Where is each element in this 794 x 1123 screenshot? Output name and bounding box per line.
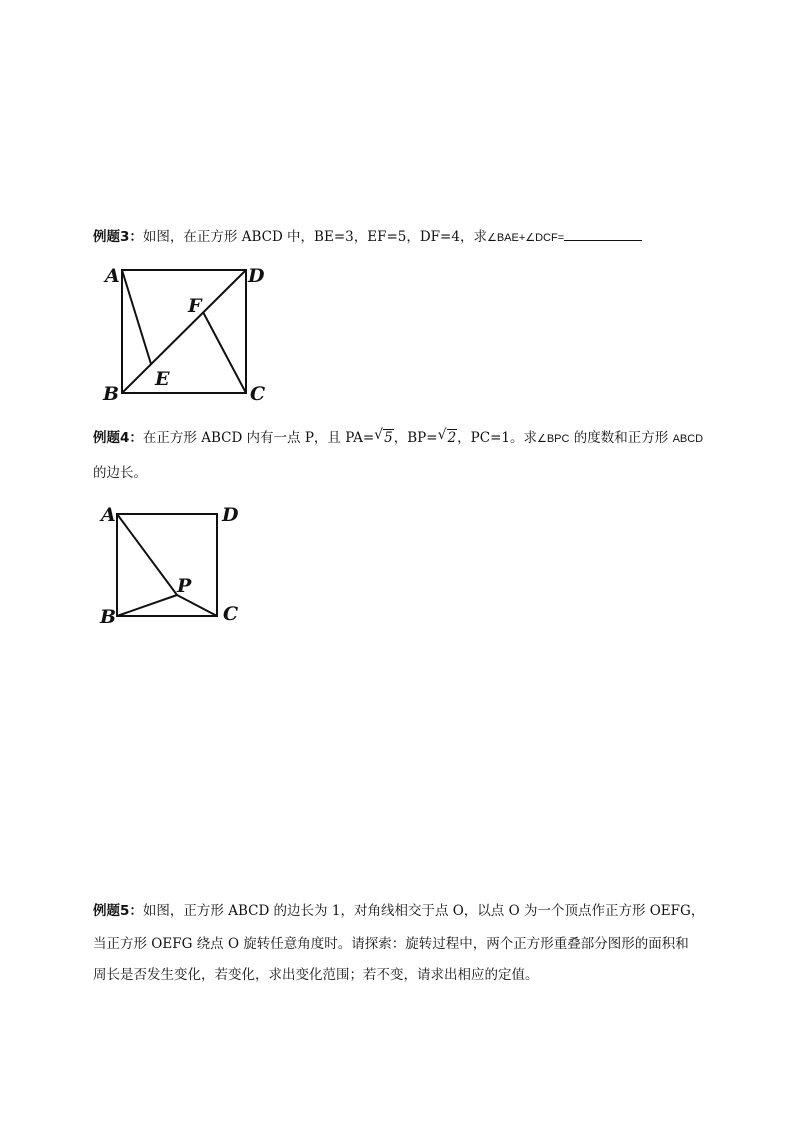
example-5-text-3: 周长是否发生变化，若变化，求出变化范围；若不变，请求出相应的定值。	[93, 967, 539, 983]
segment-ae	[122, 270, 151, 364]
figure-example-3	[100, 262, 280, 407]
segment-cf	[203, 312, 246, 393]
figure-example-4	[97, 503, 247, 633]
label-a: A	[105, 265, 120, 287]
label-d: D	[248, 265, 265, 287]
example-5-line-2	[93, 934, 689, 954]
example-3-question	[93, 226, 642, 248]
label-b-2: B	[100, 606, 117, 628]
square-abcd-2	[117, 514, 217, 616]
example-4-label: 例题4：	[93, 430, 143, 446]
example-5-line-1	[93, 901, 704, 921]
example-4-text-c: ，PC=1。求	[457, 430, 537, 446]
segment-pa	[117, 514, 177, 595]
segment-pc	[177, 595, 217, 616]
example-4-line-2-text: 的边长。	[93, 465, 147, 481]
answer-blank[interactable]	[564, 226, 642, 241]
example-4-text-e: 的度数和正方形	[569, 430, 673, 446]
label-p: P	[177, 575, 192, 597]
example-4-square-name: ABCD	[672, 433, 704, 445]
example-3-angle-expr: ∠BAE+∠DCF=	[486, 232, 565, 244]
label-d-2: D	[222, 504, 239, 526]
example-4-line-2	[93, 463, 147, 483]
label-b: B	[103, 383, 120, 405]
example-3-text: 如图，在正方形 ABCD 中，BE=3，EF=5，DF=4，求	[142, 229, 487, 245]
example-4-text-a: 在正方形 ABCD 内有一点 P，且 PA=	[142, 430, 375, 446]
example-5-label: 例题5：	[93, 903, 143, 919]
label-f: F	[188, 295, 202, 317]
example-4-text-b: ，BP=	[393, 430, 438, 446]
label-c-2: C	[223, 603, 239, 625]
example-5-line-3	[93, 965, 539, 985]
label-a-2: A	[101, 504, 116, 526]
example-4-angle: ∠BPC	[536, 433, 570, 445]
label-e: E	[155, 368, 170, 390]
example-4-question	[93, 428, 703, 449]
sqrt-5: √ 5	[374, 427, 393, 446]
example-3-label: 例题3：	[93, 229, 143, 245]
sqrt-2: √ 2	[437, 427, 457, 446]
label-c: C	[250, 383, 266, 405]
example-5-text-1: 如图，正方形 ABCD 的边长为 1，对角线相交于点 O，以点 O 为一个顶点作正方形 OEFG，	[142, 903, 705, 919]
example-5-text-2: 当正方形 OEFG 绕点 O 旋转任意角度时。请探索：旋转过程中，两个正方形重叠部分图形的面积和	[93, 936, 689, 952]
segment-pb	[117, 595, 177, 616]
